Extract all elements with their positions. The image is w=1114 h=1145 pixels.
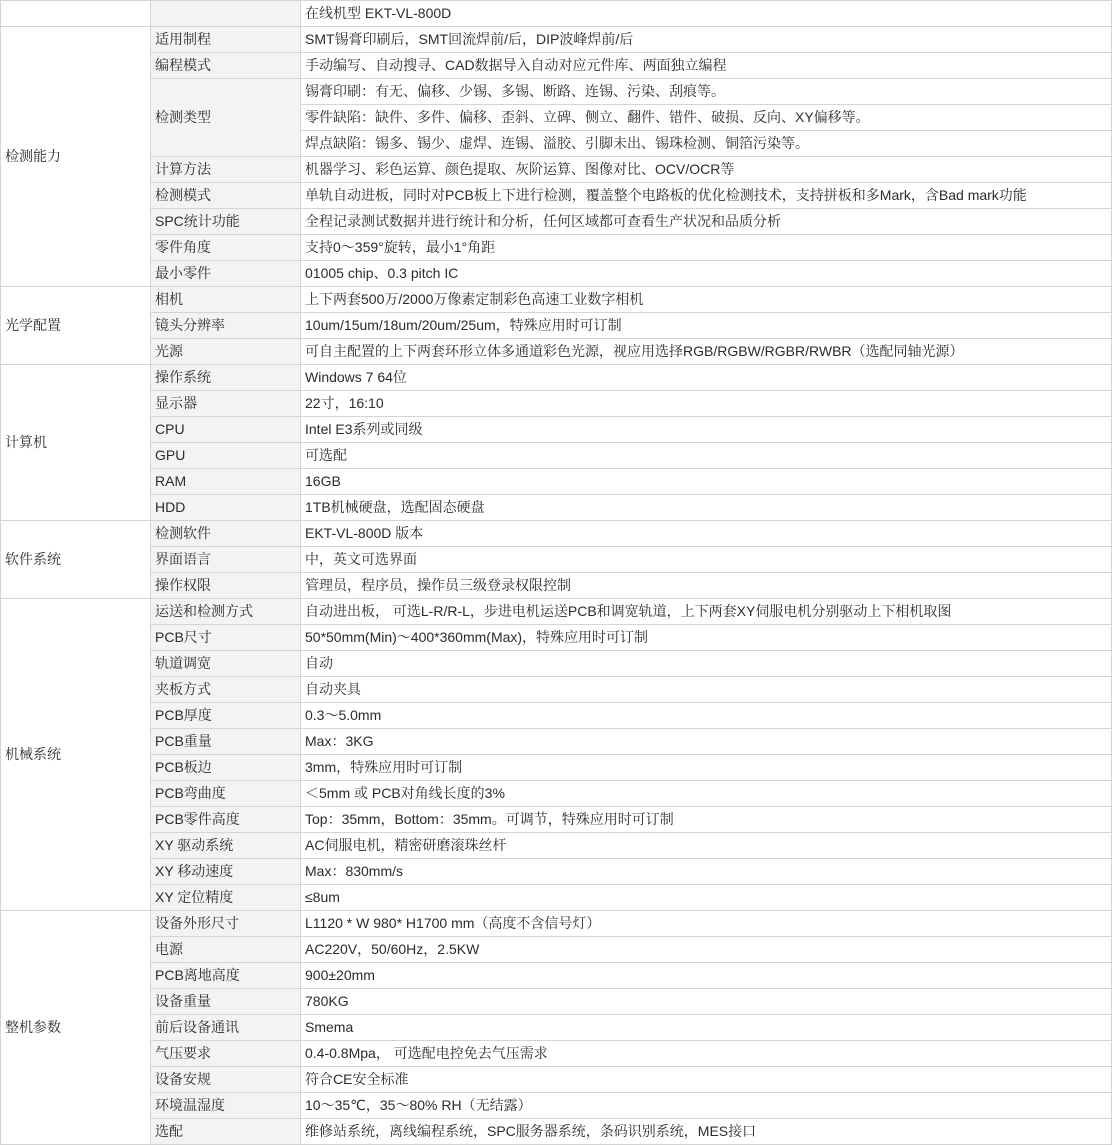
value-cell: 管理员，程序员，操作员三级登录权限控制: [301, 573, 1112, 599]
value-cell: 0.4-0.8Mpa， 可选配电控免去气压需求: [301, 1041, 1112, 1067]
table-row: [1, 781, 1112, 807]
table-row: [1, 729, 1112, 755]
value-cell: 中，英文可选界面: [301, 547, 1112, 573]
table-row: [1, 235, 1112, 261]
table-row: [1, 807, 1112, 833]
table-row: [1, 1067, 1112, 1093]
table-row: [1, 365, 1112, 391]
value-cell: 16GB: [301, 469, 1112, 495]
param-cell: 设备重量: [151, 989, 301, 1015]
table-row: [1, 391, 1112, 417]
table-row: [1, 443, 1112, 469]
value-cell: 自动: [301, 651, 1112, 677]
param-cell: 运送和检测方式: [151, 599, 301, 625]
table-row: [1, 469, 1112, 495]
param-cell: PCB厚度: [151, 703, 301, 729]
param-cell: 检测软件: [151, 521, 301, 547]
table-row: [1, 599, 1112, 625]
param-cell: 设备安规: [151, 1067, 301, 1093]
table-row: [1, 157, 1112, 183]
param-cell: 最小零件: [151, 261, 301, 287]
header-category-cell: [1, 1, 151, 27]
value-cell: 50*50mm(Min)～400*360mm(Max)，特殊应用时可订制: [301, 625, 1112, 651]
param-cell: PCB弯曲度: [151, 781, 301, 807]
param-cell: 界面语言: [151, 547, 301, 573]
value-cell: 自动夹具: [301, 677, 1112, 703]
table-row: [1, 1, 1112, 27]
table-row: [1, 937, 1112, 963]
value-cell: EKT-VL-800D 版本: [301, 521, 1112, 547]
param-cell: GPU: [151, 443, 301, 469]
table-row: [1, 521, 1112, 547]
table-row: [1, 287, 1112, 313]
value-cell: Top：35mm，Bottom：35mm。可调节，特殊应用时可订制: [301, 807, 1112, 833]
param-cell: PCB板边: [151, 755, 301, 781]
value-cell: 01005 chip、0.3 pitch IC: [301, 261, 1112, 287]
table-row: [1, 677, 1112, 703]
value-cell: 3mm，特殊应用时可订制: [301, 755, 1112, 781]
param-cell: SPC统计功能: [151, 209, 301, 235]
param-cell: XY 驱动系统: [151, 833, 301, 859]
category-cell: 机械系统: [1, 599, 151, 911]
param-cell: PCB离地高度: [151, 963, 301, 989]
value-cell: 10～35℃，35～80% RH（无结露）: [301, 1093, 1112, 1119]
param-cell: 检测类型: [151, 79, 301, 157]
table-row: [1, 547, 1112, 573]
value-cell: 0.3～5.0mm: [301, 703, 1112, 729]
param-cell: XY 移动速度: [151, 859, 301, 885]
value-cell: 单轨自动进板，同时对PCB板上下进行检测，覆盖整个电路板的优化检测技术，支持拼板和多Mark，含Bad mark功能: [301, 183, 1112, 209]
param-cell: RAM: [151, 469, 301, 495]
table-row: [1, 859, 1112, 885]
table-row: [1, 495, 1112, 521]
category-cell: 计算机: [1, 365, 151, 521]
value-cell: SMT锡膏印刷后，SMT回流焊前/后，DIP波峰焊前/后: [301, 27, 1112, 53]
param-cell: CPU: [151, 417, 301, 443]
table-row: [1, 911, 1112, 937]
value-cell: 自动进出板， 可选L-R/R-L，步进电机运送PCB和调宽轨道，上下两套XY伺服电机分别驱动上下相机取图: [301, 599, 1112, 625]
table-row: [1, 1093, 1112, 1119]
table-row: [1, 27, 1112, 53]
table-row: [1, 989, 1112, 1015]
table-row: [1, 339, 1112, 365]
value-cell: AC220V，50/60Hz，2.5KW: [301, 937, 1112, 963]
header-label-cell: [151, 1, 301, 27]
value-cell: Smema: [301, 1015, 1112, 1041]
param-cell: PCB重量: [151, 729, 301, 755]
table-row: [1, 183, 1112, 209]
value-cell: 维修站系统，离线编程系统，SPC服务器系统，条码识别系统，MES接口: [301, 1119, 1112, 1145]
value-cell: AC伺服电机，精密研磨滚珠丝杆: [301, 833, 1112, 859]
table-row: [1, 79, 1112, 105]
param-cell: 零件角度: [151, 235, 301, 261]
param-cell: 计算方法: [151, 157, 301, 183]
category-cell: 光学配置: [1, 287, 151, 365]
param-cell: 检测模式: [151, 183, 301, 209]
param-cell: 操作系统: [151, 365, 301, 391]
value-cell: 22寸，16:10: [301, 391, 1112, 417]
value-cell: 10um/15um/18um/20um/25um，特殊应用时可订制: [301, 313, 1112, 339]
value-cell: ≤8um: [301, 885, 1112, 911]
table-row: [1, 1119, 1112, 1145]
category-cell: 检测能力: [1, 27, 151, 287]
value-cell: Intel E3系列或同级: [301, 417, 1112, 443]
table-row: [1, 261, 1112, 287]
table-row: [1, 1041, 1112, 1067]
param-cell: 夹板方式: [151, 677, 301, 703]
param-cell: 设备外形尺寸: [151, 911, 301, 937]
spec-table-body: [1, 1, 1112, 1145]
table-row: [1, 755, 1112, 781]
table-row: [1, 209, 1112, 235]
value-cell: 焊点缺陷：锡多、锡少、虚焊、连锡、溢胶、引脚未出、锡珠检测、铜箔污染等。: [301, 131, 1112, 157]
param-cell: 光源: [151, 339, 301, 365]
table-row: [1, 53, 1112, 79]
param-cell: 电源: [151, 937, 301, 963]
param-cell: 环境温湿度: [151, 1093, 301, 1119]
value-cell: Windows 7 64位: [301, 365, 1112, 391]
table-row: [1, 313, 1112, 339]
value-cell: 全程记录测试数据并进行统计和分析，任何区域都可查看生产状况和品质分析: [301, 209, 1112, 235]
param-cell: HDD: [151, 495, 301, 521]
param-cell: 编程模式: [151, 53, 301, 79]
table-row: [1, 963, 1112, 989]
param-cell: 镜头分辨率: [151, 313, 301, 339]
value-cell: ＜5mm 或 PCB对角线长度的3%: [301, 781, 1112, 807]
value-cell: 零件缺陷：缺件、多件、偏移、歪斜、立碑、侧立、翻件、错件、破损、反向、XY偏移等。: [301, 105, 1112, 131]
value-cell: 可自主配置的上下两套环形立体多通道彩色光源，视应用选择RGB/RGBW/RGBR/RWBR（选配同轴光源）: [301, 339, 1112, 365]
value-cell: 锡膏印刷：有无、偏移、少锡、多锡、断路、连锡、污染、刮痕等。: [301, 79, 1112, 105]
param-cell: 相机: [151, 287, 301, 313]
value-cell: L1120 * W 980* H1700 mm（高度不含信号灯）: [301, 911, 1112, 937]
param-cell: 选配: [151, 1119, 301, 1145]
table-row: [1, 651, 1112, 677]
param-cell: PCB零件高度: [151, 807, 301, 833]
table-row: [1, 885, 1112, 911]
param-cell: 显示器: [151, 391, 301, 417]
param-cell: PCB尺寸: [151, 625, 301, 651]
table-row: [1, 417, 1112, 443]
table-row: [1, 1015, 1112, 1041]
param-cell: 前后设备通讯: [151, 1015, 301, 1041]
category-cell: 软件系统: [1, 521, 151, 599]
param-cell: 操作权限: [151, 573, 301, 599]
value-cell: 900±20mm: [301, 963, 1112, 989]
param-cell: XY 定位精度: [151, 885, 301, 911]
value-cell: 1TB机械硬盘，选配固态硬盘: [301, 495, 1112, 521]
value-cell: Max：3KG: [301, 729, 1112, 755]
value-cell: 机器学习、彩色运算、颜色提取、灰阶运算、图像对比、OCV/OCR等: [301, 157, 1112, 183]
value-cell: 支持0～359°旋转，最小1°角距: [301, 235, 1112, 261]
model-name: 在线机型 EKT-VL-800D: [301, 1, 1112, 27]
table-row: [1, 703, 1112, 729]
category-cell: 整机参数: [1, 911, 151, 1145]
param-cell: 适用制程: [151, 27, 301, 53]
table-row: [1, 625, 1112, 651]
value-cell: Max：830mm/s: [301, 859, 1112, 885]
table-row: [1, 573, 1112, 599]
value-cell: 可选配: [301, 443, 1112, 469]
param-cell: 轨道调宽: [151, 651, 301, 677]
param-cell: 气压要求: [151, 1041, 301, 1067]
value-cell: 780KG: [301, 989, 1112, 1015]
table-row: [1, 833, 1112, 859]
value-cell: 符合CE安全标准: [301, 1067, 1112, 1093]
value-cell: 上下两套500万/2000万像素定制彩色高速工业数字相机: [301, 287, 1112, 313]
value-cell: 手动编写、自动搜寻、CAD数据导入自动对应元件库、两面独立编程: [301, 53, 1112, 79]
